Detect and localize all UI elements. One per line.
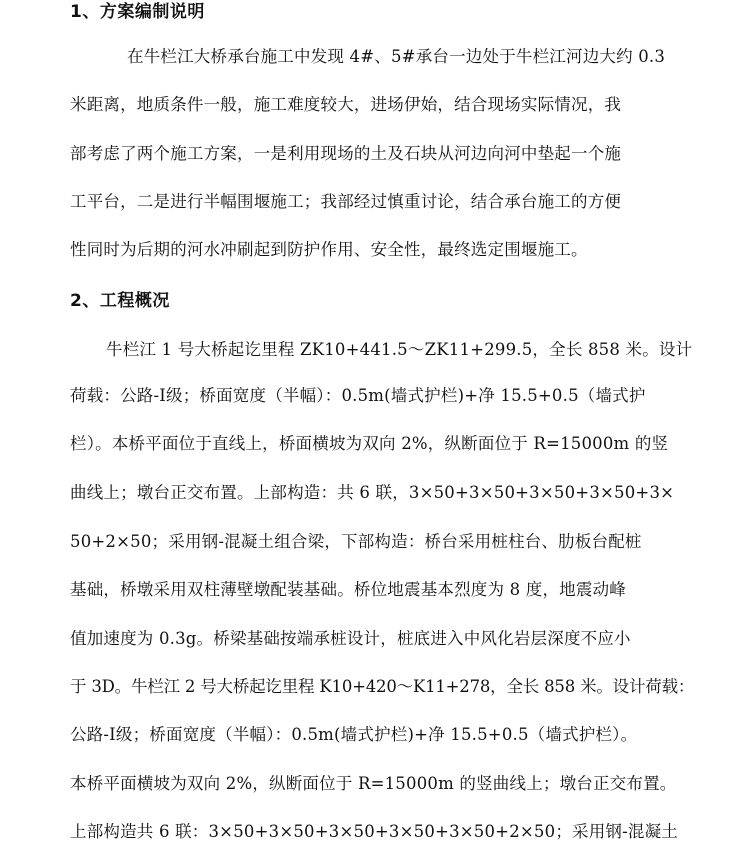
section-2-line-7: 值加速度为 0.3g。桥梁基础按端承桩设计，桩底进入中风化岩层深度不应小 <box>70 629 631 648</box>
section-2-line-11: 上部构造共 6 联：3×50+3×50+3×50+3×50+3×50+2×50；采用钢-混凝土 <box>70 822 679 841</box>
section-1-line-5: 性同时为后期的河水冲刷起到防护作用、安全性，最终选定围堰施工。 <box>70 240 588 259</box>
section-2-line-5: 50+2×50；采用钢-混凝土组合梁，下部构造：桥台采用桩柱台、肋板台配桩 <box>70 532 642 551</box>
section-2-line-2: 荷载：公路-Ⅰ级；桥面宽度（半幅）：0.5m(墙式护栏)+净 15.5+0.5（墙式护 <box>70 386 646 405</box>
section-1-line-4: 工平台，二是进行半幅围堰施工；我部经过慎重讨论，结合承台施工的方便 <box>70 192 622 211</box>
section-2-line-10: 本桥平面横坡为双向 2%，纵断面位于 R=15000m 的竖曲线上；墩台正交布置。 <box>70 774 677 793</box>
section-2-line-4: 曲线上；墩台正交布置。上部构造：共 6 联，3×50+3×50+3×50+3×50+3× <box>70 483 675 502</box>
section-2-line-6: 基础，桥墩采用双柱薄壁墩配装基础。桥位地震基本烈度为 8 度，地震动峰 <box>70 580 626 599</box>
section-2-line-1: 牛栏江 1 号大桥起讫里程 ZK10+441.5～ZK11+299.5，全长 858 米。设计 <box>106 340 693 359</box>
section-2-line-8: 于 3D。牛栏江 2 号大桥起讫里程 K10+420～K11+278，全长 858 米。设计荷载： <box>70 677 695 696</box>
section-2-line-9: 公路-Ⅰ级；桥面宽度（半幅）：0.5m(墙式护栏)+净 15.5+0.5（墙式护栏）。 <box>70 725 638 744</box>
section-1-line-2: 米距离，地质条件一般，施工难度较大，进场伊始，结合现场实际情况，我 <box>70 95 622 114</box>
section-1-line-3: 部考虑了两个施工方案，一是利用现场的土及石块从河边向河中垫起一个施 <box>70 144 622 163</box>
section-2-line-3: 栏）。本桥平面位于直线上，桥面横坡为双向 2%，纵断面位于 R=15000m 的竖 <box>70 434 669 453</box>
section-1-heading: 1、方案编制说明 <box>70 2 205 22</box>
section-2-heading: 2、工程概况 <box>70 291 170 311</box>
section-1-line-1: 在牛栏江大桥承台施工中发现 4#、5#承台一边处于牛栏江河边大约 0.3 <box>127 47 666 66</box>
